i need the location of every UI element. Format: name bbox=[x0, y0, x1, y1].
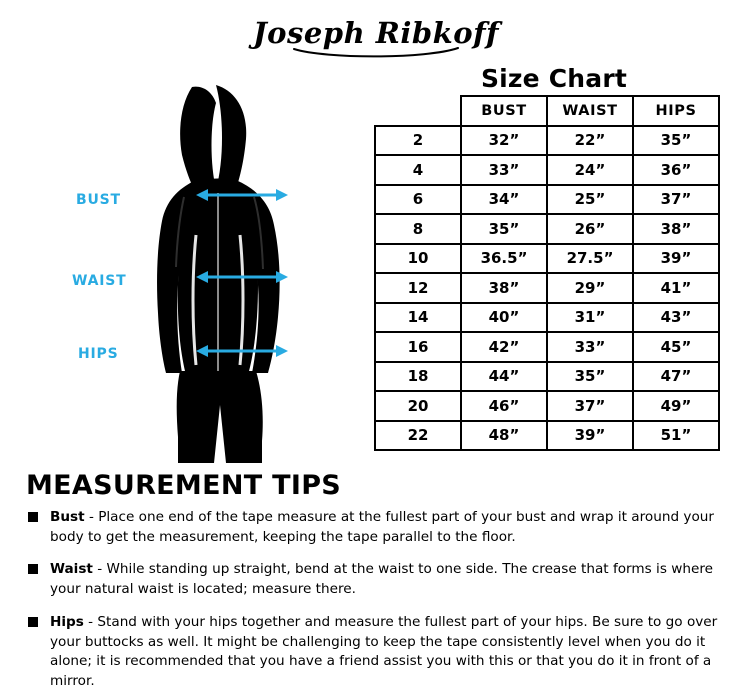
table-header-bust: BUST bbox=[461, 96, 547, 126]
cell-size: 12 bbox=[375, 273, 461, 303]
table-header-corner bbox=[375, 96, 461, 126]
table-header-waist: WAIST bbox=[547, 96, 633, 126]
cell-size: 16 bbox=[375, 332, 461, 362]
table-row bbox=[375, 421, 719, 451]
tip-term: Bust bbox=[50, 509, 85, 525]
tip-term: Hips bbox=[50, 613, 84, 630]
cell-size: 22 bbox=[375, 421, 461, 451]
size-chart-table bbox=[374, 95, 720, 451]
cell-bust: 36.5” bbox=[461, 244, 547, 274]
waist-arrow-icon bbox=[196, 268, 288, 286]
cell-waist: 35” bbox=[547, 362, 633, 392]
cell-bust: 48” bbox=[461, 421, 547, 451]
cell-size: 6 bbox=[375, 185, 461, 215]
bullet-icon bbox=[28, 617, 38, 627]
table-row bbox=[375, 214, 719, 244]
table-row bbox=[375, 185, 719, 215]
cell-hips: 38” bbox=[633, 214, 719, 244]
cell-hips: 51” bbox=[633, 421, 719, 451]
cell-hips: 41” bbox=[633, 273, 719, 303]
cell-waist: 37” bbox=[547, 391, 633, 421]
table-row bbox=[375, 332, 719, 362]
table-row bbox=[375, 362, 719, 392]
label-bust: BUST bbox=[76, 192, 121, 208]
cell-waist: 27.5” bbox=[547, 244, 633, 274]
tip-term: Waist bbox=[50, 561, 93, 578]
cell-waist: 24” bbox=[547, 155, 633, 185]
list-item bbox=[26, 508, 732, 547]
cell-hips: 49” bbox=[633, 391, 719, 421]
cell-size: 2 bbox=[375, 126, 461, 156]
label-waist: WAIST bbox=[72, 273, 127, 289]
cell-bust: 46” bbox=[461, 391, 547, 421]
cell-hips: 45” bbox=[633, 332, 719, 362]
cell-size: 14 bbox=[375, 303, 461, 333]
brand-name: Joseph Ribkoff bbox=[252, 16, 500, 50]
tip-text: - Stand with your hips together and measure the fullest part of your hips. Be sure to go over your buttocks as well. It might be challenging to keep the tape consistently level when you do it alone; it is recommended that you have a friend assist you with this or that you do it in front of a mirror. bbox=[50, 613, 718, 689]
brand-logo bbox=[0, 16, 752, 60]
cell-hips: 39” bbox=[633, 244, 719, 274]
cell-waist: 33” bbox=[547, 332, 633, 362]
cell-bust: 35” bbox=[461, 214, 547, 244]
list-item bbox=[26, 613, 732, 692]
cell-waist: 26” bbox=[547, 214, 633, 244]
table-header-row bbox=[375, 96, 719, 126]
table-row bbox=[375, 126, 719, 156]
cell-size: 20 bbox=[375, 391, 461, 421]
cell-hips: 35” bbox=[633, 126, 719, 156]
bullet-icon bbox=[28, 564, 38, 574]
cell-hips: 47” bbox=[633, 362, 719, 392]
cell-size: 18 bbox=[375, 362, 461, 392]
cell-hips: 43” bbox=[633, 303, 719, 333]
bust-arrow-icon bbox=[196, 186, 288, 204]
cell-size: 4 bbox=[375, 155, 461, 185]
cell-bust: 44” bbox=[461, 362, 547, 392]
hips-arrow-icon bbox=[196, 342, 288, 360]
cell-waist: 39” bbox=[547, 421, 633, 451]
label-hips: HIPS bbox=[78, 346, 119, 362]
tip-text: - Place one end of the tape measure at the fullest part of your bust and wrap it around your body to get the measurement, keeping the tape parallel to the floor. bbox=[50, 509, 714, 545]
table-row bbox=[375, 391, 719, 421]
table-row bbox=[375, 155, 719, 185]
cell-bust: 32” bbox=[461, 126, 547, 156]
cell-size: 10 bbox=[375, 244, 461, 274]
table-row bbox=[375, 303, 719, 333]
cell-size: 8 bbox=[375, 214, 461, 244]
cell-waist: 22” bbox=[547, 126, 633, 156]
table-row bbox=[375, 244, 719, 274]
size-chart-title: Size Chart bbox=[480, 64, 628, 93]
cell-bust: 40” bbox=[461, 303, 547, 333]
cell-bust: 38” bbox=[461, 273, 547, 303]
list-item bbox=[26, 560, 732, 599]
cell-bust: 33” bbox=[461, 155, 547, 185]
table-row bbox=[375, 273, 719, 303]
cell-waist: 31” bbox=[547, 303, 633, 333]
cell-bust: 42” bbox=[461, 332, 547, 362]
cell-bust: 34” bbox=[461, 185, 547, 215]
table-header-hips: HIPS bbox=[633, 96, 719, 126]
measurement-tips-title: MEASUREMENT TIPS bbox=[26, 470, 342, 501]
bullet-icon bbox=[28, 512, 38, 522]
tip-text: - While standing up straight, bend at the waist to one side. The crease that forms is where your natural waist is located; measure there. bbox=[50, 561, 713, 598]
cell-waist: 25” bbox=[547, 185, 633, 215]
cell-waist: 29” bbox=[547, 273, 633, 303]
cell-hips: 37” bbox=[633, 185, 719, 215]
cell-hips: 36” bbox=[633, 155, 719, 185]
measurement-tips-list bbox=[26, 508, 732, 700]
